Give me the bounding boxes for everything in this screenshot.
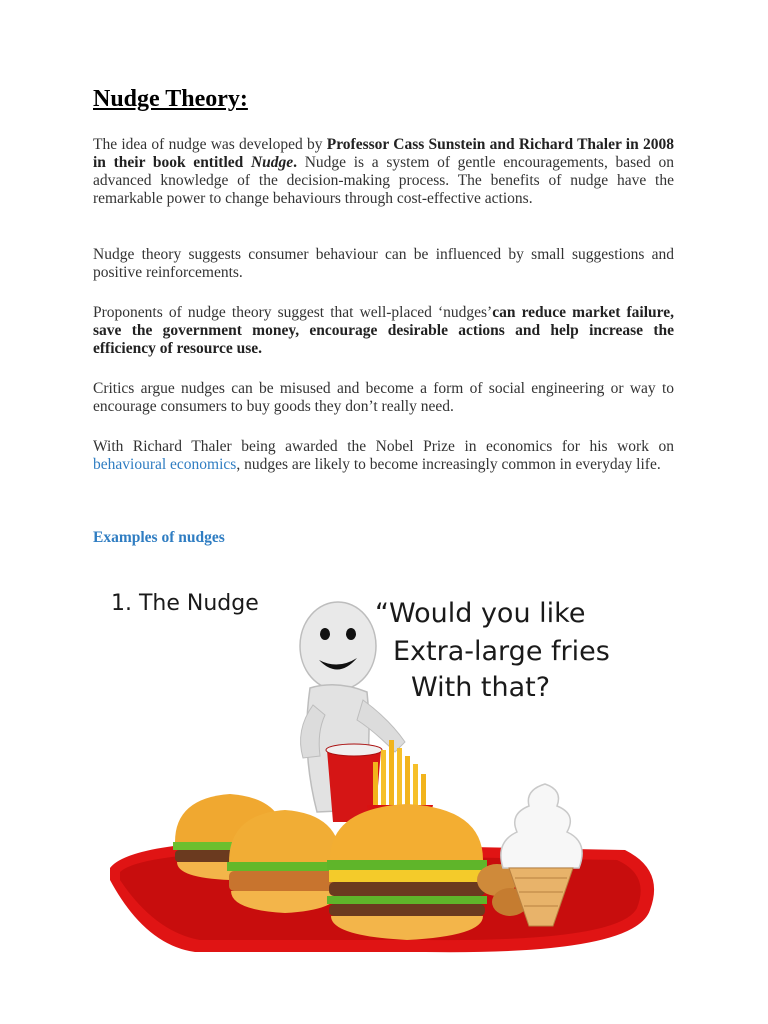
nobel-text-b: , nudges are likely to become increasingly common in everyday life. — [236, 456, 661, 473]
quote-line-2: Extra-large fries — [393, 636, 610, 667]
intro-text-e: Nudge is a system of gentle encouragements, based on advanced knowledge of the decision-making process. The benefits of nudge have the remarkable power to change behaviours through cost-effective actions. — [93, 154, 674, 207]
nudge-illustration — [105, 580, 665, 956]
intro-book-title: Nudge — [250, 154, 294, 171]
proponents-bold: can reduce market failure, save the government money, encourage desirable actions and help increase the efficiency of resource use. — [93, 304, 674, 357]
quote-line-1: “Would you like — [375, 598, 586, 629]
paragraph-proponents — [93, 304, 674, 358]
burger-front — [327, 804, 487, 940]
intro-text-a: The idea of nudge was developed by — [93, 136, 327, 153]
intro-bold-authors: Professor Cass Sunstein and Richard Thaler in 2008 in their book entitled — [93, 136, 674, 171]
examples-subheading: Examples of nudges — [93, 529, 225, 546]
page-title: Nudge Theory: — [93, 86, 248, 112]
illustration-label: 1. The Nudge — [111, 591, 259, 616]
paragraph-suggestion: Nudge theory suggests consumer behaviour can be influenced by small suggestions and positive reinforcements. — [93, 246, 674, 281]
burger-middle — [227, 810, 343, 913]
behavioural-economics-link[interactable]: behavioural economics — [93, 456, 237, 473]
intro-bold-period: . — [293, 154, 298, 171]
paragraph-critics: Critics argue nudges can be misused and become a form of social engineering or way to encourage consumers to buy goods they don’t really need. — [93, 380, 674, 415]
nobel-text-a: With Richard Thaler being awarded the Nobel Prize in economics for his work on — [93, 438, 674, 455]
paragraph-intro — [93, 136, 674, 208]
paragraph-nobel — [93, 438, 674, 474]
proponents-text: Proponents of nudge theory suggest that well-placed ‘nudges’ — [93, 304, 493, 321]
quote-line-3: With that? — [411, 672, 551, 703]
